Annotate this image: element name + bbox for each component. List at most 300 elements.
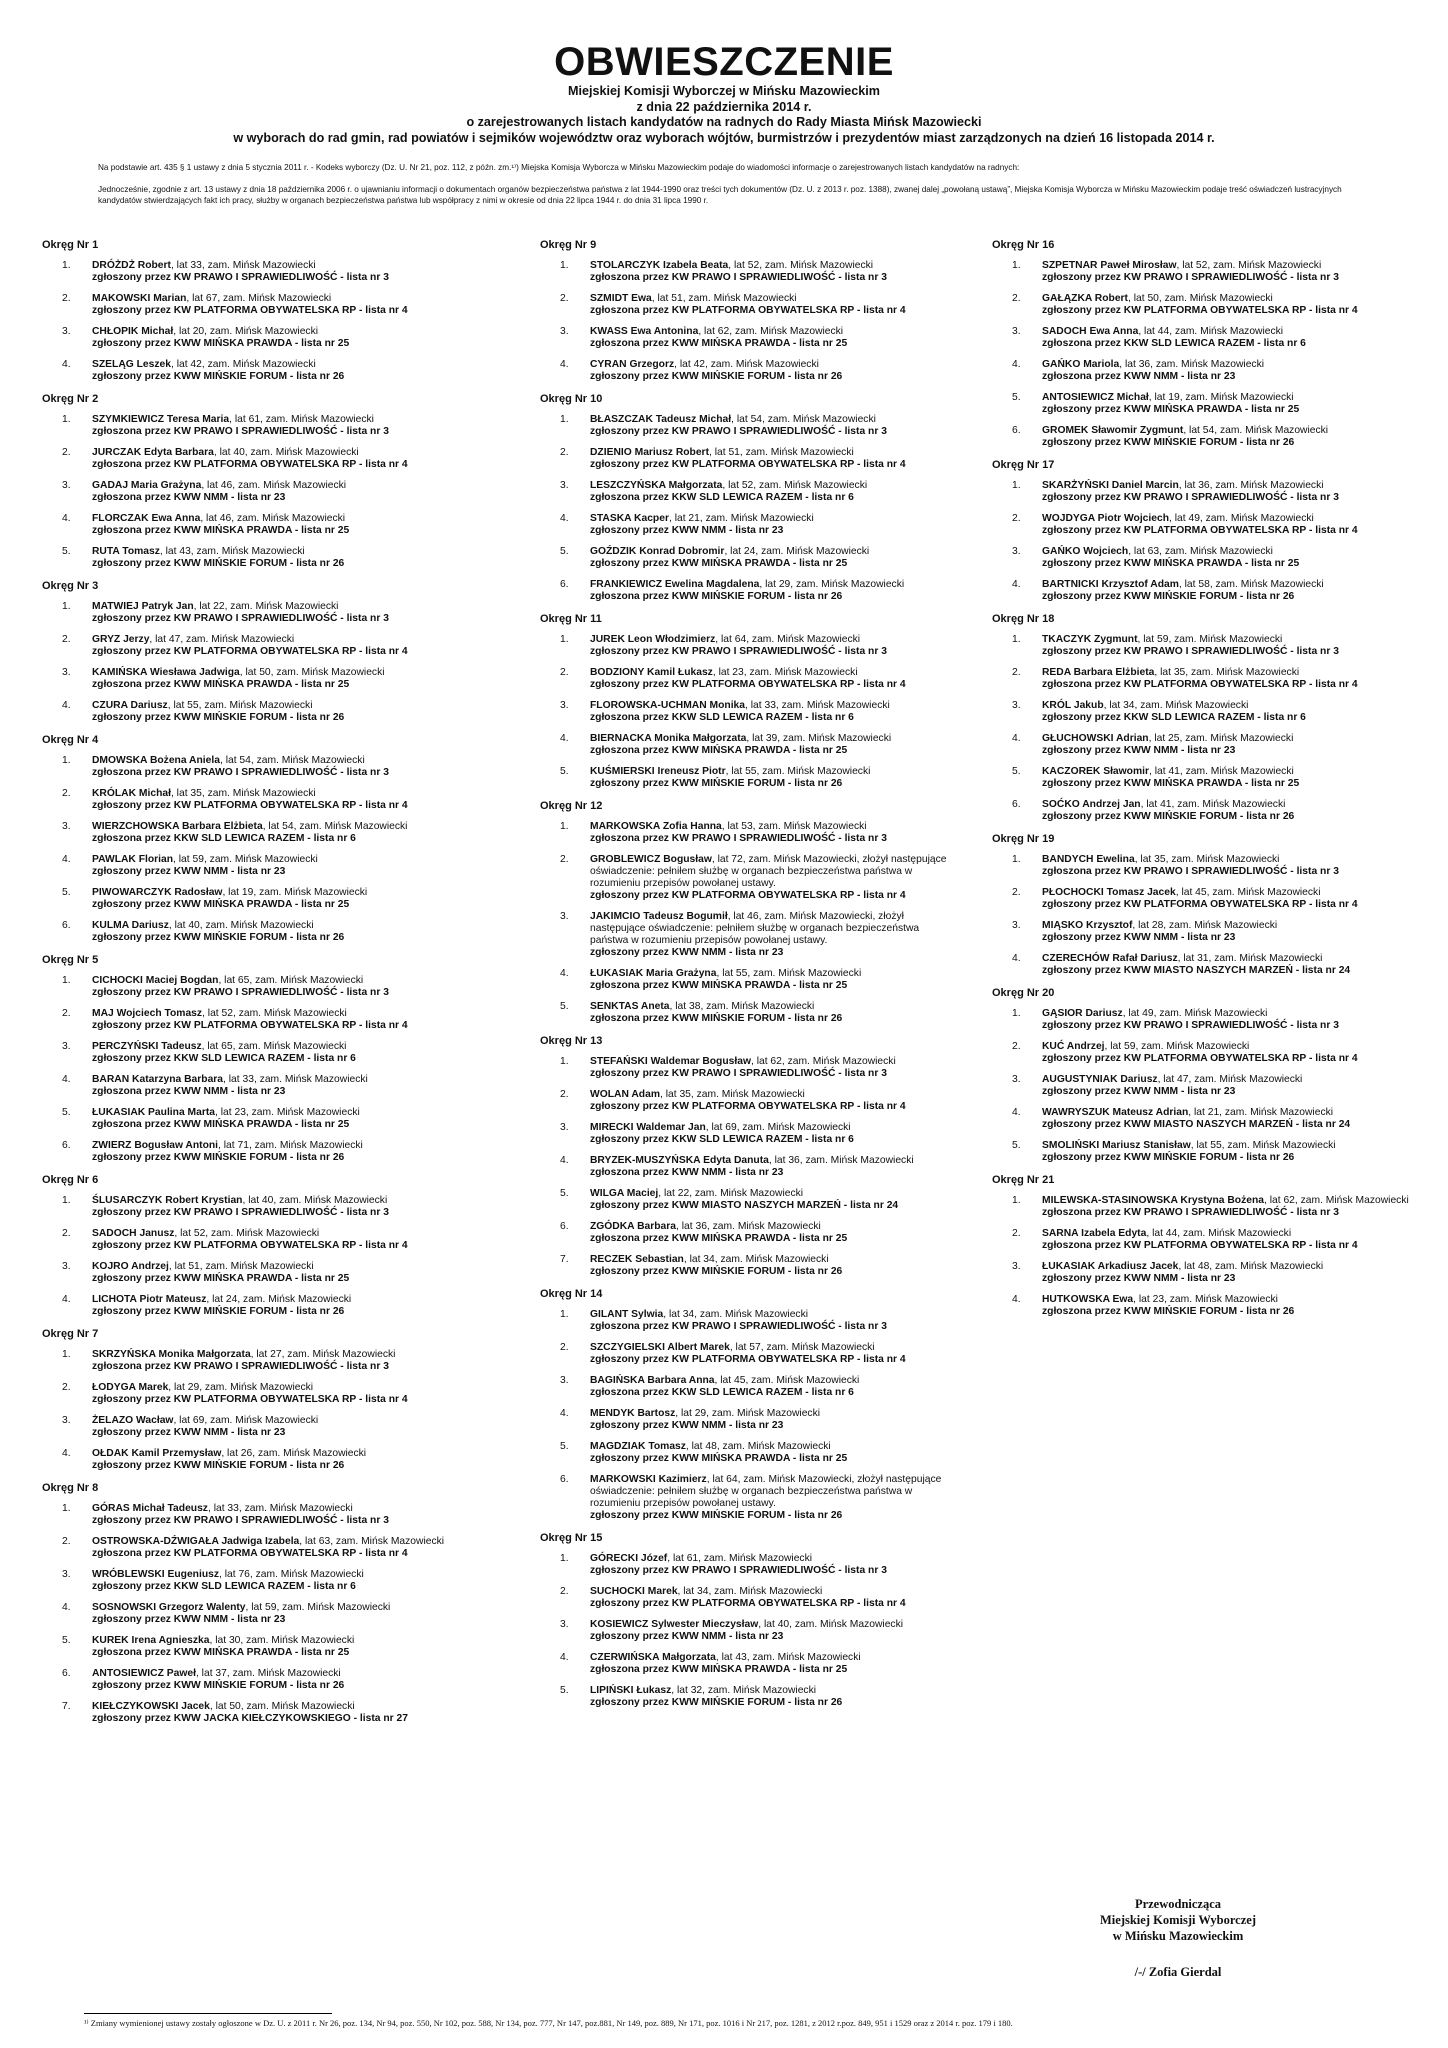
candidate-name: MATWIEJ Patryk Jan <box>92 601 194 612</box>
candidate-committee: zgłoszona przez KKW SLD LEWICA RAZEM - lista nr 6 <box>590 1387 854 1398</box>
candidate-committee: zgłoszona przez KKW SLD LEWICA RAZEM - lista nr 6 <box>590 712 854 723</box>
candidate-name: SUCHOCKI Marek <box>590 1586 678 1597</box>
district-title: Okręg Nr 4 <box>42 734 99 746</box>
candidate-committee: zgłoszona przez KWW MIŃSKA PRAWDA - lista nr 25 <box>590 1233 848 1244</box>
candidate-name: KULMA Dariusz <box>92 920 169 931</box>
candidate-committee: zgłoszona przez KWW NMM - lista nr 23 <box>1042 371 1236 382</box>
candidate-info: , lat 63, zam. Mińsk Mazowiecki <box>299 1536 445 1547</box>
candidate-details <box>590 1001 960 1025</box>
candidate-number: 5. <box>560 1441 569 1452</box>
candidate-details <box>92 1668 462 1692</box>
candidate-item <box>992 293 1412 317</box>
candidate-name: GĄSIOR Dariusz <box>1042 1008 1123 1019</box>
candidate-item <box>992 546 1412 570</box>
candidate-committee: zgłoszony przez KWW MIŃSKIE FORUM - lista nr 26 <box>92 932 345 943</box>
candidate-name: STEFAŃSKI Waldemar Bogusław <box>590 1056 751 1067</box>
candidate-name: BODZIONY Kamil Łukasz <box>590 667 713 678</box>
candidate-info: , lat 67, zam. Mińsk Mazowiecki <box>186 293 332 304</box>
candidate-item <box>992 1294 1412 1318</box>
district-title: Okręg Nr 6 <box>42 1174 99 1186</box>
candidate-committee: zgłoszony przez KKW SLD LEWICA RAZEM - lista nr 6 <box>92 1581 356 1592</box>
candidate-item <box>42 601 462 625</box>
candidate-committee: zgłoszony przez KW PRAWO I SPRAWIEDLIWOŚĆ - lista nr 3 <box>590 1565 887 1576</box>
candidate-name: MAJ Wojciech Tomasz <box>92 1008 203 1019</box>
candidate-committee: zgłoszony przez KKW SLD LEWICA RAZEM - lista nr 6 <box>1042 712 1306 723</box>
candidate-number: 1. <box>62 755 71 766</box>
candidate-info: , lat 62, zam. Mińsk Mazowiecki <box>750 1056 896 1067</box>
signature-block <box>1058 1896 1298 1980</box>
district-title: Okręg Nr 18 <box>992 613 1055 625</box>
candidate-details <box>1042 854 1412 878</box>
candidate-committee: zgłoszony przez KW PLATFORMA OBYWATELSKA RP - lista nr 4 <box>92 1020 408 1031</box>
candidate-item <box>42 359 462 383</box>
candidate-name: ŁUKASIAK Maria Grażyna <box>590 968 717 979</box>
candidate-item <box>42 1635 462 1659</box>
district-title: Okręg Nr 9 <box>540 239 597 251</box>
candidate-info: , lat 34, zam. Mińsk Mazowiecki <box>683 1254 829 1265</box>
candidate-number: 3. <box>62 326 71 337</box>
candidate-info: , lat 23, zam. Mińsk Mazowiecki <box>215 1107 360 1118</box>
candidate-item <box>42 1415 462 1439</box>
candidate-number: 4. <box>62 854 71 865</box>
candidate-number: 2. <box>62 1008 71 1019</box>
candidate-committee: zgłoszony przez KW PRAWO I SPRAWIEDLIWOŚĆ - lista nr 3 <box>1042 492 1339 503</box>
candidate-number: 1. <box>1012 480 1021 491</box>
candidate-details <box>92 920 462 944</box>
candidate-details <box>92 1008 462 1032</box>
candidate-info: , lat 62, zam. Mińsk Mazowiecki <box>698 326 844 337</box>
candidate-info: , lat 54, zam. Mińsk Mazowiecki <box>1183 425 1329 436</box>
candidate-info: , lat 40, zam. Mińsk Mazowiecki <box>213 447 359 458</box>
candidate-details <box>590 359 960 383</box>
candidate-details <box>1042 513 1412 537</box>
candidate-info: , lat 76, zam. Mińsk Mazowiecki <box>219 1569 364 1580</box>
candidate-details <box>92 414 462 438</box>
candidate-info: , lat 52, zam. Mińsk Mazowiecki <box>728 260 874 271</box>
candidate-number: 3. <box>62 667 71 678</box>
candidate-details <box>92 1349 462 1373</box>
candidate-details <box>1042 1261 1412 1285</box>
district-section <box>540 1531 960 1709</box>
candidate-number: 6. <box>62 1140 71 1151</box>
candidate-number: 1. <box>1012 854 1021 865</box>
candidate-name: FRANKIEWICZ Ewelina Magdalena <box>590 579 760 590</box>
candidate-item <box>540 911 960 959</box>
candidate-details <box>590 911 960 959</box>
candidate-number: 5. <box>1012 1140 1021 1151</box>
candidate-committee: zgłoszony przez KW PRAWO I SPRAWIEDLIWOŚĆ - lista nr 3 <box>590 646 887 657</box>
candidate-name: PERCZYŃSKI Tadeusz <box>92 1041 202 1052</box>
candidate-item <box>992 667 1412 691</box>
candidate-name: LICHOTA Piotr Mateusz <box>92 1294 207 1305</box>
candidate-details <box>590 667 960 691</box>
candidate-number: 6. <box>62 920 71 931</box>
candidate-info: , lat 72, zam. Mińsk Mazowiecki, złożył następujące oświadczenie: pełniłem służbę w organach bezpieczeństwa państwa w rozumieniu przepisów powołanej ustawy. <box>590 854 947 889</box>
candidate-details <box>590 733 960 757</box>
candidate-number: 2. <box>1012 293 1021 304</box>
candidate-committee: zgłoszony przez KWW NMM - lista nr 23 <box>92 1427 286 1438</box>
candidate-item <box>42 1074 462 1098</box>
candidate-number: 1. <box>560 1553 569 1564</box>
candidate-info: , lat 54, zam. Mińsk Mazowiecki <box>262 821 408 832</box>
candidate-name: KOSIEWICZ Sylwester Mieczysław <box>590 1619 759 1630</box>
candidate-number: 2. <box>560 1586 569 1597</box>
intro-paragraph-1: Na podstawie art. 435 § 1 ustawy z dnia 5 stycznia 2011 r. - Kodeks wyborczy (Dz. U. Nr 21, poz. 112, z późn. zm.¹⁾) Miejska Komisja Wyborcza w Mińsku Mazowieckim podaje do wiadomości informacje o zarejestrowanych listach kandydatów na radnych: <box>98 163 1020 172</box>
candidate-info: , lat 35, zam. Mińsk Mazowiecki <box>659 1089 805 1100</box>
candidate-committee: zgłoszona przez KWW MIŃSKIE FORUM - lista nr 26 <box>1042 1306 1295 1317</box>
candidate-item <box>42 1107 462 1131</box>
candidate-item <box>540 326 960 350</box>
candidate-item <box>540 1441 960 1465</box>
candidate-info: , lat 34, zam. Mińsk Mazowiecki <box>663 1309 809 1320</box>
candidate-info: , lat 22, zam. Mińsk Mazowiecki <box>193 601 339 612</box>
district-section <box>992 832 1412 977</box>
candidate-info: , lat 52, zam. Mińsk Mazowiecki <box>174 1228 320 1239</box>
candidate-info: , lat 54, zam. Mińsk Mazowiecki <box>219 755 365 766</box>
candidate-name: OŁDAK Kamil Przemysław <box>92 1448 222 1459</box>
candidate-name: WAWRYSZUK Mateusz Adrian <box>1042 1107 1189 1118</box>
header-line-3: o zarejestrowanych listach kandydatów na radnych do Rady Miasta Mińsk Mazowiecki <box>466 115 982 129</box>
candidate-name: BIERNACKA Monika Małgorzata <box>590 733 747 744</box>
candidate-details <box>92 293 462 317</box>
candidate-info: , lat 65, zam. Mińsk Mazowiecki <box>201 1041 347 1052</box>
candidate-details <box>590 700 960 724</box>
candidate-info: , lat 50, zam. Mińsk Mazowiecki <box>209 1701 355 1712</box>
candidate-item <box>992 480 1412 504</box>
candidate-info: , lat 59, zam. Mińsk Mazowiecki <box>173 854 318 865</box>
candidate-committee: zgłoszony przez KW PLATFORMA OBYWATELSKA RP - lista nr 4 <box>590 890 906 901</box>
candidate-number: 3. <box>62 821 71 832</box>
candidate-name: PŁOCHOCKI Tomasz Jacek <box>1042 887 1176 898</box>
candidate-committee: zgłoszony przez KW PLATFORMA OBYWATELSKA RP - lista nr 4 <box>1042 305 1358 316</box>
candidate-info: , lat 46, zam. Mińsk Mazowiecki <box>200 513 346 524</box>
district-section <box>540 799 960 1025</box>
candidate-item <box>992 733 1412 757</box>
candidate-name: MIĄSKO Krzysztof <box>1042 920 1133 931</box>
candidate-item <box>540 546 960 570</box>
district-section <box>992 1173 1412 1318</box>
candidate-info: , lat 35, zam. Mińsk Mazowiecki <box>170 788 316 799</box>
candidate-number: 2. <box>560 447 569 458</box>
district-title: Okręg Nr 15 <box>540 1532 603 1544</box>
candidate-name: MIRECKI Waldemar Jan <box>590 1122 706 1133</box>
candidate-details <box>92 887 462 911</box>
candidate-info: , lat 64, zam. Mińsk Mazowiecki <box>715 634 861 645</box>
candidate-number: 2. <box>1012 1041 1021 1052</box>
candidate-item <box>540 293 960 317</box>
candidate-info: , lat 40, zam. Mińsk Mazowiecki <box>758 1619 904 1630</box>
candidate-info: , lat 36, zam. Mińsk Mazowiecki <box>768 1155 914 1166</box>
candidate-details <box>590 1155 960 1179</box>
candidate-info: , lat 42, zam. Mińsk Mazowiecki <box>674 359 819 370</box>
candidate-info: , lat 49, zam. Mińsk Mazowiecki <box>1122 1008 1268 1019</box>
candidate-details <box>92 1140 462 1164</box>
candidate-name: GROBLEWICZ Bogusław <box>590 854 712 865</box>
candidate-item <box>540 1586 960 1610</box>
candidate-committee: zgłoszony przez KWW MIŃSKIE FORUM - lista nr 26 <box>92 712 345 723</box>
candidate-committee: zgłoszony przez KW PLATFORMA OBYWATELSKA RP - lista nr 4 <box>590 1354 906 1365</box>
candidate-name: JURCZAK Edyta Barbara <box>92 447 214 458</box>
candidate-name: LESZCZYŃSKA Małgorzata <box>590 480 723 491</box>
candidate-name: LIPIŃSKI Łukasz <box>590 1685 672 1696</box>
candidate-name: SOĆKO Andrzej Jan <box>1042 799 1141 810</box>
candidate-item <box>540 968 960 992</box>
district-title: Okręg Nr 14 <box>540 1288 603 1300</box>
candidate-item <box>992 1195 1412 1219</box>
candidate-number: 1. <box>62 1349 71 1360</box>
candidate-details <box>92 821 462 845</box>
candidate-item <box>540 1188 960 1212</box>
candidate-details <box>590 1375 960 1399</box>
candidate-details <box>1042 700 1412 724</box>
district-title: Okręg Nr 21 <box>992 1174 1055 1186</box>
district-section <box>42 579 462 724</box>
candidate-item <box>540 700 960 724</box>
candidate-number: 1. <box>62 975 71 986</box>
candidate-item <box>540 579 960 603</box>
candidate-name: HUTKOWSKA Ewa <box>1042 1294 1134 1305</box>
candidate-name: KACZOREK Sławomir <box>1042 766 1149 777</box>
candidate-number: 3. <box>1012 546 1021 557</box>
candidate-details <box>590 1056 960 1080</box>
candidate-details <box>92 513 462 537</box>
candidate-name: SADOCH Ewa Anna <box>1042 326 1139 337</box>
district-title: Okręg Nr 8 <box>42 1482 99 1494</box>
candidate-details <box>92 700 462 724</box>
candidate-item <box>42 293 462 317</box>
candidate-committee: zgłoszony przez KW PLATFORMA OBYWATELSKA RP - lista nr 4 <box>92 646 408 657</box>
candidate-committee: zgłoszony przez KWW MIŃSKA PRAWDA - lista nr 25 <box>92 338 350 349</box>
candidate-committee: zgłoszony przez KWW NMM - lista nr 23 <box>590 1631 784 1642</box>
candidate-item <box>992 1261 1412 1285</box>
candidate-details <box>92 1503 462 1527</box>
district-section <box>540 1034 960 1278</box>
intro-paragraph-2: Jednocześnie, zgodnie z art. 13 ustawy z dnia 18 października 2006 r. o ujawnianiu informacji o dokumentach organów bezpieczeństwa państwa z lat 1944-1990 oraz treści tych dokumentów (Dz. U. z 2013 r. poz. 1388), zwanej dalej „powołaną ustawą”, Miejska Komisja Wyborcza w Mińsku Mazowieckim podaje treść oświadczeń lustracyjnych kandydatów stwierdzających fakt ich pracy, służby w organach bezpieczeństwa państwa lub współpracy z nimi w okresie od dnia 22 lipca 1944 r. do dnia 31 lipca 1990 r. <box>98 185 1342 205</box>
candidate-committee: zgłoszony przez KWW NMM - lista nr 23 <box>590 525 784 536</box>
signature-name: /-/ Zofia Gierdal <box>1134 1965 1222 1979</box>
district-title: Okręg Nr 3 <box>42 580 99 592</box>
candidate-details <box>92 1228 462 1252</box>
candidate-info: , lat 40, zam. Mińsk Mazowiecki <box>242 1195 388 1206</box>
candidate-item <box>992 1074 1412 1098</box>
candidate-info: , lat 46, zam. Mińsk Mazowiecki, złożył następujące oświadczenie: pełniłem służbę w organach bezpieczeństwa państwa w rozumieniu przepisów powołanej ustawy. <box>590 911 920 946</box>
candidate-details <box>92 854 462 878</box>
candidate-committee: zgłoszony przez KWW MIŃSKIE FORUM - lista nr 26 <box>590 371 843 382</box>
candidate-name: SARNA Izabela Edyta <box>1042 1228 1147 1239</box>
candidate-committee: zgłoszony przez KW PRAWO I SPRAWIEDLIWOŚĆ - lista nr 3 <box>590 1068 887 1079</box>
district-title: Okręg Nr 11 <box>540 613 602 625</box>
candidate-committee: zgłoszony przez KWW MIŃSKIE FORUM - lista nr 26 <box>1042 811 1295 822</box>
candidate-committee: zgłoszony przez KWW NMM - lista nr 23 <box>92 866 286 877</box>
header-line-4: w wyborach do rad gmin, rad powiatów i sejmików województw oraz wyborach wójtów, burmistrzów i prezydentów miast zarządzonych na dzień 16 listopada 2014 r. <box>233 130 1215 145</box>
candidate-info: , lat 36, zam. Mińsk Mazowiecki <box>1119 359 1265 370</box>
candidate-number: 3. <box>560 1619 569 1630</box>
candidate-info: , lat 54, zam. Mińsk Mazowiecki <box>731 414 876 425</box>
candidate-info: , lat 51, zam. Mińsk Mazowiecki <box>709 447 854 458</box>
candidate-name: ŻELAZO Wacław <box>92 1415 174 1426</box>
candidate-name: CHŁOPIK Michał <box>92 326 174 337</box>
district-section <box>540 392 960 603</box>
district-title: Okręg Nr 7 <box>42 1328 99 1340</box>
candidate-details <box>92 1074 462 1098</box>
candidate-details <box>590 1221 960 1245</box>
candidate-name: AUGUSTYNIAK Dariusz <box>1042 1074 1158 1085</box>
candidate-number: 4. <box>62 359 71 370</box>
candidate-committee: zgłoszona przez KWW MIŃSKA PRAWDA - lista nr 25 <box>92 1119 350 1130</box>
candidate-details <box>92 359 462 383</box>
candidate-details <box>590 513 960 537</box>
candidate-item <box>42 260 462 284</box>
candidate-number: 7. <box>62 1701 71 1712</box>
candidate-details <box>1042 392 1412 416</box>
candidate-number: 4. <box>560 513 569 524</box>
candidate-name: REDA Barbara Elżbieta <box>1042 667 1155 678</box>
candidate-item <box>540 667 960 691</box>
candidate-item <box>540 1309 960 1333</box>
candidate-details <box>92 546 462 570</box>
candidate-number: 1. <box>1012 634 1021 645</box>
candidate-info: , lat 55, zam. Mińsk Mazowiecki <box>167 700 313 711</box>
candidate-info: , lat 57, zam. Mińsk Mazowiecki <box>729 1342 875 1353</box>
candidate-info: , lat 33, zam. Mińsk Mazowiecki <box>745 700 890 711</box>
candidate-details <box>590 1089 960 1113</box>
candidate-item <box>992 260 1412 284</box>
candidate-committee: zgłoszona przez KKW SLD LEWICA RAZEM - lista nr 6 <box>92 833 356 844</box>
candidate-committee: zgłoszony przez KWW MIŃSKA PRAWDA - lista nr 25 <box>590 558 848 569</box>
candidate-committee: zgłoszony przez KWW MIŃSKA PRAWDA - lista nr 25 <box>1042 558 1300 569</box>
candidate-item <box>992 359 1412 383</box>
candidate-info: , lat 61, zam. Mińsk Mazowiecki <box>229 414 374 425</box>
candidate-committee: zgłoszona przez KW PLATFORMA OBYWATELSKA RP - lista nr 4 <box>92 1548 408 1559</box>
candidate-name: BARAN Katarzyna Barbara <box>92 1074 224 1085</box>
candidate-number: 4. <box>62 700 71 711</box>
column-1 <box>42 238 462 1734</box>
candidate-number: 6. <box>560 579 569 590</box>
district-section <box>540 238 960 383</box>
candidate-name: GŁUCHOWSKI Adrian <box>1042 733 1149 744</box>
candidate-details <box>92 1701 462 1725</box>
district-title: Okręg Nr 12 <box>540 800 603 812</box>
candidate-committee: zgłoszony przez KW PRAWO I SPRAWIEDLIWOŚĆ - lista nr 3 <box>92 1207 389 1218</box>
candidate-info: , lat 71, zam. Mińsk Mazowiecki <box>218 1140 363 1151</box>
candidate-name: ŚLUSARCZYK Robert Krystian <box>92 1195 243 1206</box>
candidate-details <box>1042 1195 1412 1219</box>
candidate-info: , lat 38, zam. Mińsk Mazowiecki <box>669 1001 815 1012</box>
candidate-number: 4. <box>560 968 569 979</box>
candidate-details <box>92 975 462 999</box>
candidate-info: , lat 65, zam. Mińsk Mazowiecki <box>218 975 364 986</box>
candidate-number: 4. <box>62 513 71 524</box>
candidate-committee: zgłoszony przez KW PLATFORMA OBYWATELSKA RP - lista nr 4 <box>590 679 906 690</box>
candidate-name: KUŚMIERSKI Ireneusz Piotr <box>590 766 726 777</box>
candidate-info: , lat 43, zam. Mińsk Mazowiecki <box>715 1652 861 1663</box>
candidate-details <box>1042 1140 1412 1164</box>
candidate-details <box>92 1569 462 1593</box>
candidate-name: KWASS Ewa Antonina <box>590 326 699 337</box>
candidate-details <box>92 1195 462 1219</box>
candidate-details <box>590 260 960 284</box>
candidate-committee: zgłoszony przez KWW MIASTO NASZYCH MARZEŃ - lista nr 24 <box>1042 1119 1351 1130</box>
candidate-committee: zgłoszona przez KWW MIŃSKA PRAWDA - lista nr 25 <box>92 525 350 536</box>
signature-role: Przewodnicząca <box>1134 1897 1222 1911</box>
candidate-item <box>42 1349 462 1373</box>
candidate-info: , lat 48, zam. Mińsk Mazowiecki <box>1178 1261 1324 1272</box>
candidate-item <box>540 447 960 471</box>
candidate-info: , lat 44, zam. Mińsk Mazowiecki <box>1146 1228 1292 1239</box>
candidate-committee: zgłoszony przez KWW JACKA KIEŁCZYKOWSKIEGO - lista nr 27 <box>92 1713 408 1724</box>
candidate-info: , lat 39, zam. Mińsk Mazowiecki <box>746 733 892 744</box>
candidate-number: 4. <box>1012 1107 1021 1118</box>
candidate-info: , lat 69, zam. Mińsk Mazowiecki <box>705 1122 851 1133</box>
candidate-number: 6. <box>560 1221 569 1232</box>
candidate-info: , lat 52, zam. Mińsk Mazowiecki <box>202 1008 347 1019</box>
candidate-info: , lat 29, zam. Mińsk Mazowiecki <box>168 1382 314 1393</box>
candidate-number: 2. <box>62 447 71 458</box>
district-section <box>42 1173 462 1318</box>
candidate-name: FLORCZAK Ewa Anna <box>92 513 201 524</box>
candidate-name: CYRAN Grzegorz <box>590 359 675 370</box>
candidate-committee: zgłoszony przez KWW NMM - lista nr 23 <box>590 1420 784 1431</box>
candidate-name: RECZEK Sebastian <box>590 1254 684 1265</box>
candidate-item <box>42 1008 462 1032</box>
candidate-details <box>1042 634 1412 658</box>
district-title: Okręg Nr 2 <box>42 393 99 405</box>
candidate-details <box>590 414 960 438</box>
candidate-number: 5. <box>560 1001 569 1012</box>
candidate-name: KUREK Irena Agnieszka <box>92 1635 210 1646</box>
candidate-item <box>992 953 1412 977</box>
candidate-committee: zgłoszony przez KWW MIŃSKA PRAWDA - lista nr 25 <box>1042 404 1300 415</box>
candidate-name: SZMIDT Ewa <box>590 293 652 304</box>
candidate-details <box>92 326 462 350</box>
candidate-info: , lat 53, zam. Mińsk Mazowiecki <box>721 821 867 832</box>
candidate-item <box>42 755 462 779</box>
district-title: Okręg Nr 19 <box>992 833 1055 845</box>
candidate-name: WOJDYGA Piotr Wojciech <box>1042 513 1170 524</box>
candidate-committee: zgłoszony przez KW PLATFORMA OBYWATELSKA RP - lista nr 4 <box>590 459 906 470</box>
candidate-number: 2. <box>62 788 71 799</box>
candidate-item <box>540 1408 960 1432</box>
candidate-committee: zgłoszony przez KW PLATFORMA OBYWATELSKA RP - lista nr 4 <box>92 305 408 316</box>
candidate-info: , lat 34, zam. Mińsk Mazowiecki <box>1103 700 1249 711</box>
candidate-committee: zgłoszony przez KW PLATFORMA OBYWATELSKA RP - lista nr 4 <box>92 1240 408 1251</box>
candidate-info: , lat 59, zam. Mińsk Mazowiecki <box>1104 1041 1250 1052</box>
candidate-committee: zgłoszona przez KW PLATFORMA OBYWATELSKA RP - lista nr 4 <box>590 305 906 316</box>
candidate-name: ANTOSIEWICZ Michał <box>1042 392 1149 403</box>
signature-place: w Mińsku Mazowieckim <box>1112 1929 1244 1943</box>
candidate-info: , lat 45, zam. Mińsk Mazowiecki <box>714 1375 860 1386</box>
candidate-committee: zgłoszony przez KKW SLD LEWICA RAZEM - lista nr 6 <box>590 1134 854 1145</box>
candidate-number: 5. <box>560 1188 569 1199</box>
candidate-committee: zgłoszony przez KWW MIŃSKIE FORUM - lista nr 26 <box>92 1460 345 1471</box>
district-section <box>540 612 960 790</box>
candidate-details <box>92 601 462 625</box>
candidate-number: 1. <box>560 414 569 425</box>
candidate-committee: zgłoszony przez KW PLATFORMA OBYWATELSKA RP - lista nr 4 <box>590 1101 906 1112</box>
candidate-details <box>1042 766 1412 790</box>
candidate-name: SADOCH Janusz <box>92 1228 175 1239</box>
candidate-number: 1. <box>1012 1195 1021 1206</box>
candidate-details <box>590 1586 960 1610</box>
candidate-name: SOSNOWSKI Grzegorz Walenty <box>92 1602 246 1613</box>
candidate-details <box>590 1652 960 1676</box>
candidate-name: BAGIŃSKA Barbara Anna <box>590 1375 715 1386</box>
candidate-info: , lat 25, zam. Mińsk Mazowiecki <box>1148 733 1294 744</box>
candidate-details <box>92 1635 462 1659</box>
candidate-name: SZPETNAR Paweł Mirosław <box>1042 260 1177 271</box>
candidate-name: ŁUKASIAK Paulina Marta <box>92 1107 216 1118</box>
candidate-info: , lat 45, zam. Mińsk Mazowiecki <box>1175 887 1321 898</box>
